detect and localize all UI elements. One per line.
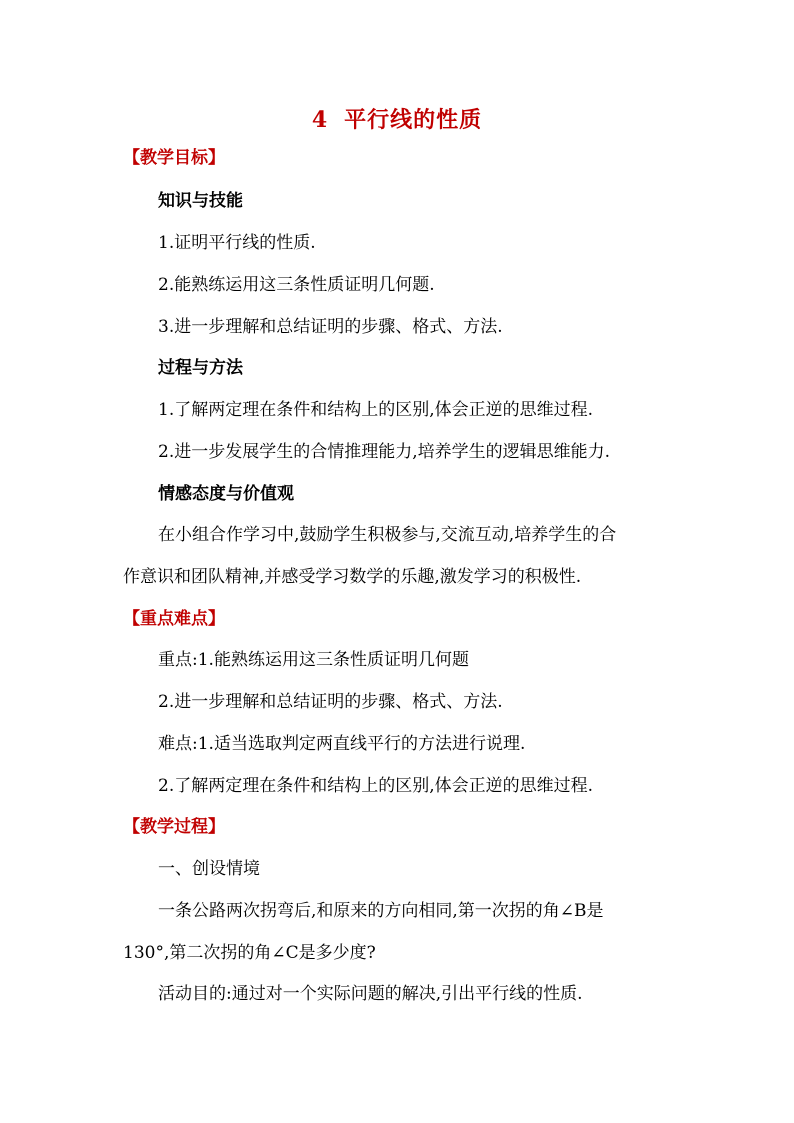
knowledge-heading: 知识与技能 [158,191,243,211]
process-step-1-heading: 一、创设情境 [158,859,260,879]
knowledge-item-2: 2.能熟练运用这三条性质证明几何题. [158,275,435,295]
method-item-1: 1.了解两定理在条件和结构上的区别,体会正逆的思维过程. [158,400,594,420]
method-heading: 过程与方法 [158,358,243,378]
knowledge-item-3: 3.进一步理解和总结证明的步骤、格式、方法. [158,317,503,337]
activity-purpose: 活动目的:通过对一个实际问题的解决,引出平行线的性质. [158,984,583,1004]
problem-line-2: 130°,第二次拐的角∠C是多少度? [123,943,376,963]
key-point-1: 重点:1.能熟练运用这三条性质证明几何题 [158,650,469,670]
key-point-2: 2.进一步理解和总结证明的步骤、格式、方法. [158,692,503,712]
page-title [0,103,794,134]
attitude-paragraph-line-1: 在小组合作学习中,鼓励学生积极参与,交流互动,培养学生的合 [158,525,617,545]
title-text: 平行线的性质 [344,107,483,133]
section-heading-goals: 【教学目标】 [123,148,225,168]
knowledge-item-1: 1.证明平行线的性质. [158,233,316,253]
difficulty-2: 2.了解两定理在条件和结构上的区别,体会正逆的思维过程. [158,776,594,796]
section-heading-process: 【教学过程】 [123,817,225,837]
title-number: 4 [311,107,329,133]
attitude-paragraph-line-2: 作意识和团队精神,并感受学习数学的乐趣,激发学习的积极性. [123,567,582,587]
attitude-heading: 情感态度与价值观 [158,484,294,504]
problem-line-1: 一条公路两次拐弯后,和原来的方向相同,第一次拐的角∠B是 [158,901,604,921]
difficulty-1: 难点:1.适当选取判定两直线平行的方法进行说理. [158,734,526,754]
section-heading-keypoints: 【重点难点】 [123,609,225,629]
method-item-2: 2.进一步发展学生的合情推理能力,培养学生的逻辑思维能力. [158,442,611,462]
